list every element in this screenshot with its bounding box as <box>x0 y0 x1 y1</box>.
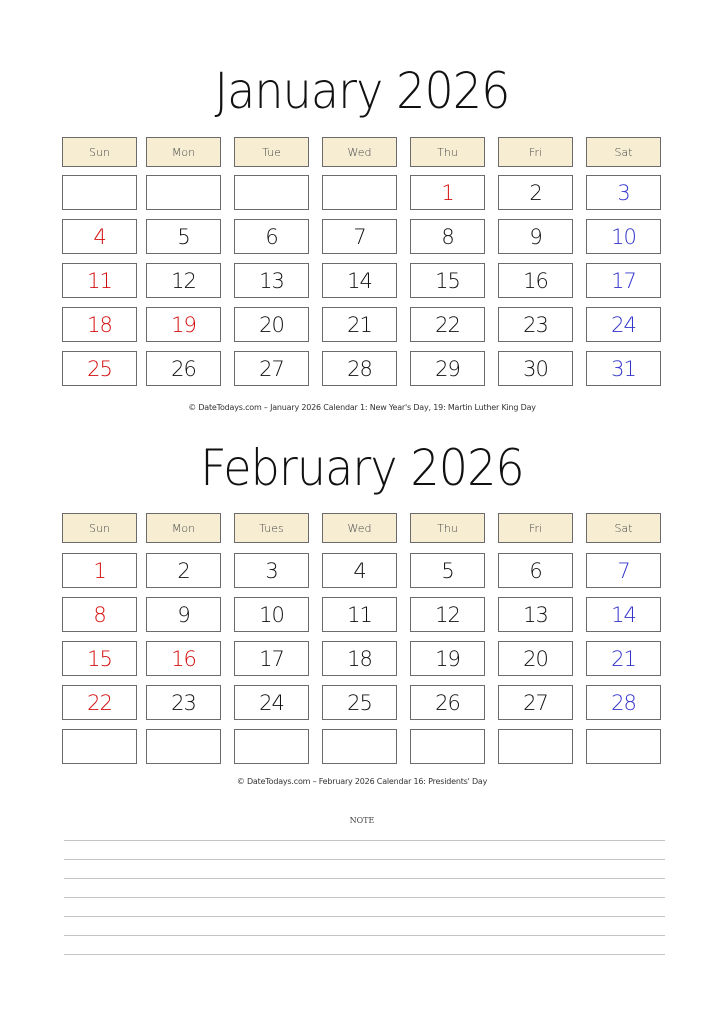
day-cell: 14 <box>322 263 397 298</box>
day-cell: 18 <box>322 641 397 676</box>
day-cell: 13 <box>498 597 573 632</box>
note-line <box>64 859 665 860</box>
weekday-header-fri: Fri <box>498 137 573 167</box>
day-cell: 6 <box>498 553 573 588</box>
empty-day-cell <box>234 175 309 210</box>
day-cell: 12 <box>410 597 485 632</box>
day-cell: 16 <box>146 641 221 676</box>
day-cell: 9 <box>498 219 573 254</box>
weekday-header-sun: Sun <box>62 513 137 543</box>
day-cell: 24 <box>586 307 661 342</box>
day-cell: 21 <box>322 307 397 342</box>
day-cell: 4 <box>62 219 137 254</box>
day-cell: 10 <box>234 597 309 632</box>
note-line <box>64 954 665 955</box>
note-line <box>64 878 665 879</box>
day-cell: 5 <box>410 553 485 588</box>
day-cell: 7 <box>586 553 661 588</box>
day-cell: 23 <box>498 307 573 342</box>
empty-day-cell <box>62 175 137 210</box>
note-line <box>64 840 665 841</box>
day-cell: 19 <box>146 307 221 342</box>
day-cell: 27 <box>498 685 573 720</box>
note-line <box>64 916 665 917</box>
empty-day-cell <box>234 729 309 764</box>
day-cell: 24 <box>234 685 309 720</box>
empty-day-cell <box>146 175 221 210</box>
day-cell: 23 <box>146 685 221 720</box>
day-cell: 11 <box>322 597 397 632</box>
day-cell: 21 <box>586 641 661 676</box>
day-cell: 14 <box>586 597 661 632</box>
weekday-header-sat: Sat <box>586 137 661 167</box>
empty-day-cell <box>322 729 397 764</box>
day-cell: 3 <box>234 553 309 588</box>
day-cell: 31 <box>586 351 661 386</box>
day-cell: 7 <box>322 219 397 254</box>
day-cell: 13 <box>234 263 309 298</box>
day-cell: 25 <box>322 685 397 720</box>
weekday-header-tue: Tue <box>234 137 309 167</box>
day-cell: 26 <box>146 351 221 386</box>
month-title: January 2026 <box>214 62 510 120</box>
day-cell: 4 <box>322 553 397 588</box>
day-cell: 22 <box>410 307 485 342</box>
day-cell: 17 <box>234 641 309 676</box>
day-cell: 27 <box>234 351 309 386</box>
day-cell: 1 <box>410 175 485 210</box>
day-cell: 25 <box>62 351 137 386</box>
weekday-header-fri: Fri <box>498 513 573 543</box>
day-cell: 11 <box>62 263 137 298</box>
weekday-header-thu: Thu <box>410 137 485 167</box>
day-cell: 9 <box>146 597 221 632</box>
day-cell: 17 <box>586 263 661 298</box>
day-cell: 10 <box>586 219 661 254</box>
weekday-header-mon: Mon <box>146 513 221 543</box>
day-cell: 28 <box>322 351 397 386</box>
note-label: NOTE <box>349 816 375 825</box>
day-cell: 2 <box>146 553 221 588</box>
day-cell: 22 <box>62 685 137 720</box>
empty-day-cell <box>410 729 485 764</box>
weekday-header-tues: Tues <box>234 513 309 543</box>
weekday-header-wed: Wed <box>322 137 397 167</box>
day-cell: 19 <box>410 641 485 676</box>
day-cell: 16 <box>498 263 573 298</box>
empty-day-cell <box>146 729 221 764</box>
empty-day-cell <box>62 729 137 764</box>
holiday-caption: © DateTodays.com – January 2026 Calendar 1: New Year's Day, 19: Martin Luther King Day <box>188 403 536 412</box>
note-line <box>64 935 665 936</box>
month-title: February 2026 <box>200 439 524 497</box>
weekday-header-thu: Thu <box>410 513 485 543</box>
day-cell: 18 <box>62 307 137 342</box>
weekday-header-sat: Sat <box>586 513 661 543</box>
day-cell: 28 <box>586 685 661 720</box>
day-cell: 20 <box>498 641 573 676</box>
day-cell: 8 <box>410 219 485 254</box>
empty-day-cell <box>498 729 573 764</box>
note-line <box>64 897 665 898</box>
day-cell: 26 <box>410 685 485 720</box>
day-cell: 2 <box>498 175 573 210</box>
empty-day-cell <box>586 729 661 764</box>
day-cell: 8 <box>62 597 137 632</box>
day-cell: 15 <box>62 641 137 676</box>
day-cell: 3 <box>586 175 661 210</box>
holiday-caption: © DateTodays.com – February 2026 Calendar 16: Presidents' Day <box>236 777 488 786</box>
weekday-header-sun: Sun <box>62 137 137 167</box>
weekday-header-wed: Wed <box>322 513 397 543</box>
day-cell: 20 <box>234 307 309 342</box>
day-cell: 6 <box>234 219 309 254</box>
day-cell: 12 <box>146 263 221 298</box>
day-cell: 15 <box>410 263 485 298</box>
weekday-header-mon: Mon <box>146 137 221 167</box>
day-cell: 29 <box>410 351 485 386</box>
day-cell: 30 <box>498 351 573 386</box>
day-cell: 1 <box>62 553 137 588</box>
empty-day-cell <box>322 175 397 210</box>
day-cell: 5 <box>146 219 221 254</box>
